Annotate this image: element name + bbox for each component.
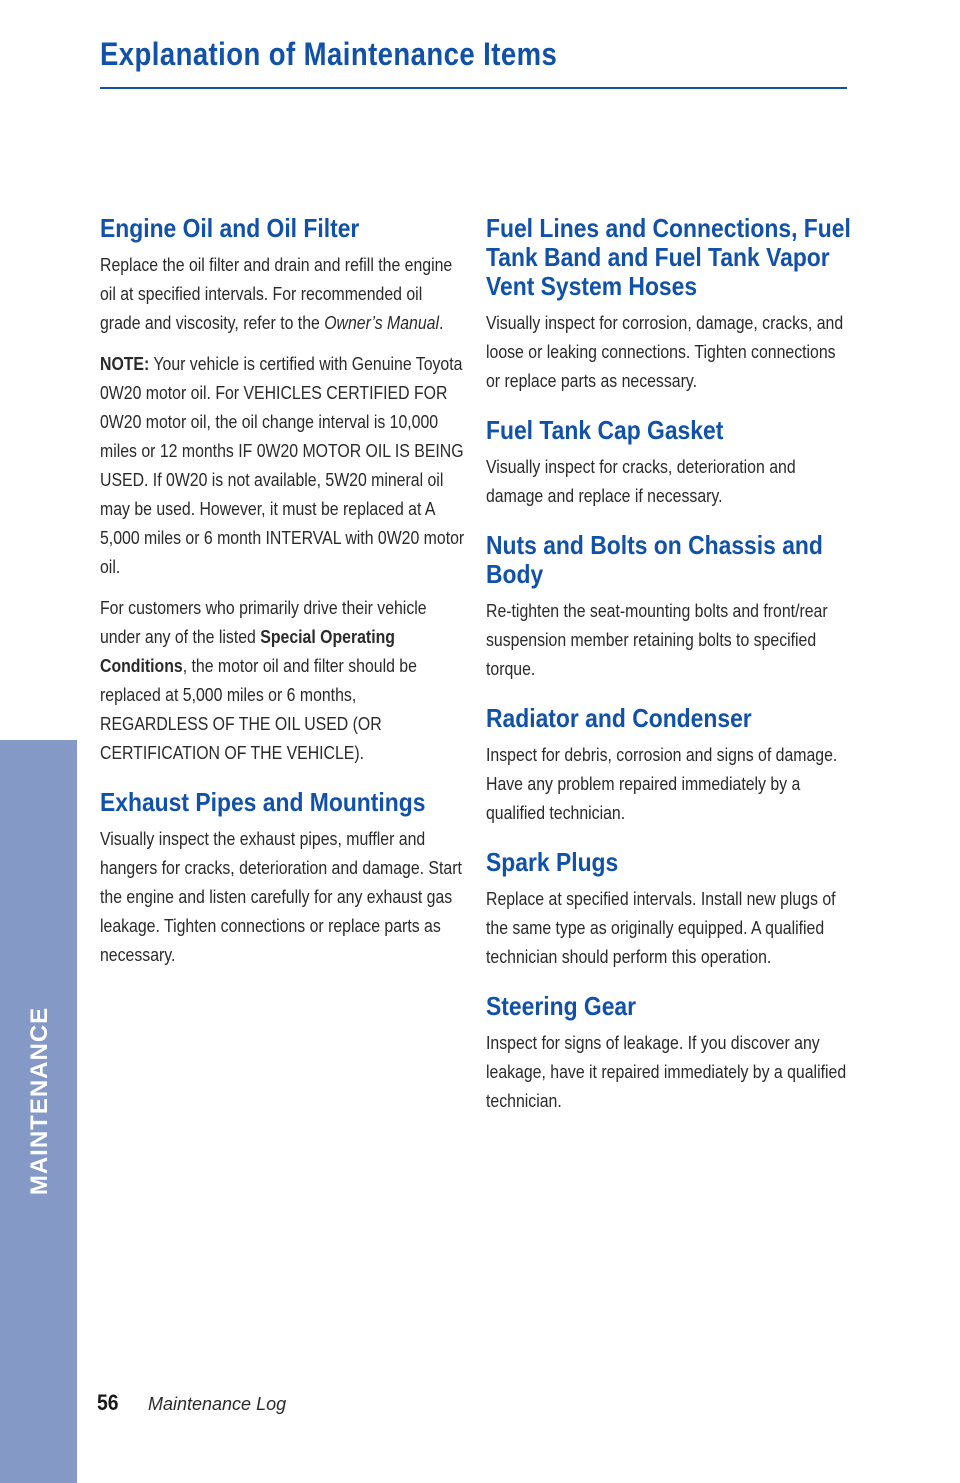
section-body: Inspect for debris, corrosion and signs of damage. Have any problem repaired immediately by a qualified technician. xyxy=(486,745,838,823)
title-divider xyxy=(100,87,847,89)
section-heading: Steering Gear xyxy=(486,991,637,1021)
section-heading: Radiator and Condenser xyxy=(486,703,752,733)
section-body: Re-tighten the seat-mounting bolts and front/rear suspension member retaining bolts to specified torque. xyxy=(486,601,828,679)
section-heading: Engine Oil and Oil Filter xyxy=(100,213,360,243)
page-title: Explanation of Maintenance Items xyxy=(100,36,558,72)
page-number: 56 xyxy=(97,1390,119,1415)
body-text: . xyxy=(438,313,444,333)
right-column xyxy=(486,214,851,1136)
special-operating-conditions-label: Special Operating Conditions xyxy=(100,627,395,676)
section-radiator xyxy=(486,704,851,828)
section-heading: Fuel Lines and Connections, Fuel Tank Band and Fuel Tank Vapor Vent System Hoses xyxy=(486,213,851,301)
section-body: Inspect for signs of leakage. If you discover any leakage, have it repaired immediately by a qualified technician. xyxy=(486,1033,847,1111)
note-label: NOTE: xyxy=(100,354,150,374)
side-tab-label: MAINTENANCE xyxy=(26,1006,53,1196)
section-heading: Exhaust Pipes and Mountings xyxy=(100,787,426,817)
section-spark-plugs xyxy=(486,848,851,972)
note-text: Your vehicle is certified with Genuine Toyota 0W20 motor oil. For VEHICLES CERTIFIED FOR 0W20 motor oil, the oil change interval is 10,000 miles or 12 months IF 0W20 MOTOR OIL IS BEING USED. If 0W20 is not available, 5W20 mineral oil may be used. However, it must be replaced at A 5,000 miles or 6 month INTERVAL with 0W20 motor oil. xyxy=(100,354,465,577)
engine-oil-note xyxy=(100,350,466,582)
engine-oil-special-conditions xyxy=(100,594,466,768)
section-steering xyxy=(486,992,851,1116)
footer-label: Maintenance Log xyxy=(148,1394,287,1414)
section-engine-oil xyxy=(100,214,465,768)
engine-oil-paragraph xyxy=(100,251,466,338)
section-body: Visually inspect for cracks, deterioration and damage and replace if necessary. xyxy=(486,457,796,506)
left-column xyxy=(100,214,465,990)
section-exhaust xyxy=(100,788,465,970)
section-heading: Nuts and Bolts on Chassis and Body xyxy=(486,530,823,589)
body-text: For customers who primarily drive their vehicle under any of the listed xyxy=(100,598,427,647)
section-heading: Fuel Tank Cap Gasket xyxy=(486,415,724,445)
section-body: Visually inspect the exhaust pipes, muffler and hangers for cracks, deterioration and damage. Start the engine and listen carefully for any exhaust gas leakage. Tighten connections or replace parts as necessary. xyxy=(100,829,462,965)
body-text: Replace the oil filter and drain and refill the engine oil at specified intervals. For recommended oil grade and viscosity, refer to the xyxy=(100,255,453,333)
section-body: Visually inspect for corrosion, damage, cracks, and loose or leaking connections. Tighten connections or replace parts as necessary. xyxy=(486,313,844,391)
section-body: Replace at specified intervals. Install new plugs of the same type as originally equipped. A qualified technician should perform this operation. xyxy=(486,889,836,967)
section-fuel-cap xyxy=(486,416,851,511)
section-heading: Spark Plugs xyxy=(486,847,619,877)
section-nuts-bolts xyxy=(486,531,851,684)
section-fuel-lines xyxy=(486,214,851,396)
body-text: , the motor oil and filter should be replaced at 5,000 miles or 6 months, REGARDLESS OF THE OIL USED (OR CERTIFICATION OF THE VEHICLE). xyxy=(100,656,417,763)
owners-manual-reference: Owner’s Manual xyxy=(324,313,439,333)
